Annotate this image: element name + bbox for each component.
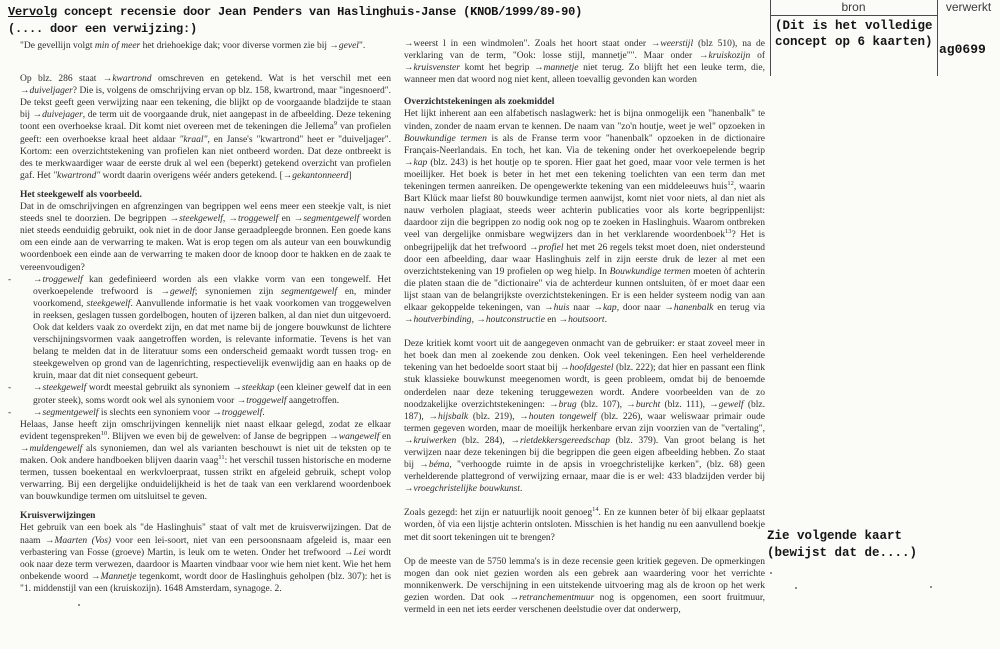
card-title-rest: concept recensie door Jean Penders van Haslinghuis-Janse (KNOB/1999/89-90) bbox=[57, 5, 583, 19]
bullet-dash: - bbox=[8, 383, 12, 394]
bullet-dash: - bbox=[8, 407, 12, 418]
table-header-verwerkt: verwerkt bbox=[945, 0, 992, 14]
right-para-5: Op de meeste van de 5750 lemma's is in deze recensie geen kritiek gegeven. De opmerkingen mogen dan ook niet gezien worden als een gebrek aan waardering voor het verrichte monnikenwerk. De verschijning in een uitstekende uitvoering mag als de kroon op het werk gezien worden. Dat ook →retranchementmuur nog is opgenomen, een soort fruitmuur, vermeld in een net iets eerder verschenen deelstudie over dat onderwerp, bbox=[404, 556, 765, 616]
right-para-4: Zoals gezegd: het zijn er natuurlijk nooit genoeg$^{14}$. En ze kunnen beter òf bij elkaar geplaatst worden, òf via een lijstje achterin ontsloten. Misschien is het handig nu een aanvullend boekje met dit soort tekeningen uit te brengen? bbox=[404, 506, 765, 543]
right-column bbox=[404, 38, 765, 616]
card-note-line1: (Dit is het volledige bbox=[775, 19, 933, 33]
left-para-4: Het gebruik van een boek als "de Haslinghuis" staat of valt met de kruisverwijzingen. Dat de naam →Maarten (Vos) voor een lei-soort, niet van een persoonsnaam afgeleid is, maar een verbastering van Fosse (groeve) Martin, is leuk om te weten. Onder het trefwoord →Lei wordt ook naar deze term verwezen, daardoor is Maarten vindbaar voor wie hem niet kent. Wie het hem onbekende woord →Mannetje tegenkomt, wordt door de Haslinghuis geholpen (blz. 307): het is "1. middenstijl van een (kruiskozijn). 1648 Amsterdam, synagoge. 2. bbox=[20, 523, 391, 594]
bullet-item-troggewelf bbox=[8, 274, 391, 383]
card-code: ag0699 bbox=[939, 42, 986, 57]
card-title-word: Vervolg bbox=[8, 5, 58, 19]
bullet-dash: - bbox=[8, 274, 12, 285]
bullet-text: →steekgewelf wordt meestal gebruikt als synoniem →steekkap (een kleiner gewelf dat in een groter steek), soms wordt ook wel als synoniem voor →troggewelf aangetroffen. bbox=[33, 383, 391, 406]
right-para-2: Het lijkt inherent aan een alfabetisch naslagwerk: het is bijna onmogelijk een "hanenbalk" te vinden, zonder de naam ervan te kennen. De naam van "zo'n houtje, weet je wel" opzoeken in Bouwkundige termen is als de Franse term voor "hanenbalk" opzoeken in de dictionaire Français-Neerlandais. En toch, het kan. Via de tekening onder het overkoepelende begrip →kap (blz. 243) is het houtje op te sporen. Hier gaat het goed, maar voor vele termen is het moeilijker. Het boek is beter in het met een tekening toelichten van een term dan met tekeningen termen aanreiken. De opengewerkte tekening van een middeleeuws huis$^{12}$, waarin Bart Klück maar liefst 80 bouwkundige termen aanwijst, komt niet voor niets, al dan niet als nauw verholen plagiaat, steeds weer achterin publicaties voor als korte begrippenlijst: daardoor zijn die begrippen zo nodig ook nog op te zoeken in Haslinghuis. Waarom ontbreken veel van dergelijke onmisbare wegwijzers dan in het verklarende woordenboek$^{13}$? Het is onbegrijpelijk dat het trefwoord →profiel het met 26 regels tekst moet doen, niet ondersteund door een afbeelding, daar waar Haslinghuis zelf in zijn eerste druk de lezer al met een overzichtstekening van 19 profielen op weg hielp. In Bouwkundige termen moeten òf achterin die platen staan die de "dictionaire" via de achterdeur kunnen ontsluiten, òf er moet daar een lijst staan van de belangrijkste overzichtstekeningen. Er is een helder systeem nodig van aan elkaar gekoppelde tekeningen, van →huis naar →kap, door naar →hanenbalk en terug via →houtverbinding, →houtconstructie en →houtsoort. bbox=[404, 109, 765, 326]
left-para-3: Helaas, Janse heeft zijn omschrijvingen kennelijk niet naast elkaar gelegd, zodat ze elkaar evident tegenspreken$^{10}$. Blijven we even bij de gewelven: of Janse de begrippen →wangewelf en →muldengewelf als synoniemen, dan wel als varianten beschouwt is niet uit de teksten op te maken. Ook andere handboeken blijven daarin vaag$^{11}$: het verschil tussen historische en moderne termen, tussen boekentaal en werkvloerpraat, tussen strikt en afgeleid gebruik, schept volop verwarring. Bij een dergelijke onduidelijkheid is het de taak van een verklarend woordenboek van bouwkundige termen om uitsluitsel te geven. bbox=[20, 419, 391, 503]
right-heading-overzichtstekeningen: Overzichtstekeningen als zoekmiddel bbox=[404, 97, 555, 108]
card-title bbox=[8, 4, 582, 38]
bullet-item-segmentgewelf bbox=[8, 407, 391, 419]
margin-note-line2: (bewijst dat de....) bbox=[767, 545, 918, 560]
card-title-line1 bbox=[8, 4, 582, 21]
scan-speck bbox=[795, 587, 797, 589]
bullet-text: →troggewelf kan gedefinieerd worden als een vlakke vorm van een tongewelf. Het overkoepelende trefwoord is →gewelf; synoniemen zijn segmentgewelf en, minder voorkomend, steekgewelf. Aanvullende informatie is het vaak voorkomen van troggewelven in reeksen, geslagen tussen gordelbogen, houten of ijzeren balken, al dan niet dun uitgevoerd. Ook dat kelders vaak zo overdekt zijn, en dat met name bij de jongere bouwkunst de lichtere verschijningsvormen vaak aangetroffen worden, is relevante informatie. Tevens is het van belang te melden dat in de literatuur soms een onderscheid gemaakt wordt tussen trog- en steekgewelven op grond van de lagenrichting, respectievelijk evenwijdig aan en haaks op de kruin, maar dat dit niet consequent gebeurt. bbox=[33, 274, 391, 382]
left-para-1: Op blz. 286 staat →kwartrond omschreven en getekend. Wat is het verschil met een →duiveljager? Die is, volgens de omschrijving ervan op blz. 158, kwartrond, maar "ingesnoerd". De tekst geeft geen verwijzing naar een tekening, die blijkt op de voorgaande bladzijde te staan bij →duivejager, de term uit de voorgaande druk, niet aangepast in de afbeelding. Deze tekening toont een overhoekse kraal. Dit komt niet overeen met de tekeningen die Jellema$^9$ van profielen geeft: een overhoekse kraal heet aldaar "kraal", en Janse's "kwartrond" heet er "duiveljager". Kortom: een overzichtstekening van profielen kan niet ontbeerd worden. Dat deze ontbreekt is des te merkwaardiger waar de eerste druk al wel een (beperkt) getekend overzicht van profielen gaf. Het "kwartrond" wordt daarin overigens wéér anders getekend. [→gekantonneerd] bbox=[20, 74, 392, 181]
left-heading-kruisverwijzingen: Kruisverwijzingen bbox=[20, 511, 96, 522]
left-heading-steekgewelf: Het steekgewelf als voorbeeld. bbox=[20, 189, 142, 200]
table-header-bron: bron bbox=[841, 0, 866, 14]
bullet-item-steekgewelf bbox=[8, 382, 391, 406]
margin-note bbox=[767, 528, 917, 561]
bullet-text: →segmentgewelf is slechts een synoniem voor →troggewelf. bbox=[33, 407, 265, 418]
card-note bbox=[775, 18, 933, 50]
right-para-3: Deze kritiek komt voort uit de aangegeven onmacht van de gebruiker: er staat zoveel meer in het boek dan men al zoekende zou denken. Ook veel tekeningen. Een heel verhelderende tekening van het bedoelde soort staat bij →hoofdgestel (blz. 222); dat hier en passant een flink stuk klassieke bouwkunst meegenomen wordt, is geen probleem, omdat bij de benoemde onderdelen naar deze tekening teruggewezen wordt. Andere voorbeelden van de zo noodzakelijke overzichtstekeningen: →brug (blz. 107), →burcht (blz. 111), →gewelf (blz. 187), →hijsbalk (blz. 219), →houten tongewelf (blz. 226), waar weliswaar primair oude termen gegeven worden, maar de moeilijk herkenbare ervan zijn voorzien van de "vertaling", →kruiwerken (blz. 284), →rietdekkersgereedschap (blz. 379). Van groot belang is het verwijzen naar deze tekeningen bij die begrippen die geen eigen afbeelding hebben. Zo staat bij →béma, "verhoogde ruimte in de apsis in vroegchristelijke kerken", (blz. 68) geen verhelderende plattegrond of verwijzing ernaar, maar die is er wel: 433 bladzijden verder bij →vroegchristelijke bouwkunst. bbox=[404, 339, 766, 495]
left-para-2: Dat in de omschrijvingen en afgrenzingen van begrippen wel eens meer een steekje valt, is niet steeds snel te doorzien. De begrippen →steekgewelf, →troggewelf en →segmentgewelf worden niet steeds eenduidig gebruikt, ook niet in de door Janse geraadpleegde bronnen. Een goede kans om een einde aan de verwarring te maken. Wat is erop tegen om als auteur van een bouwkundig woordenboek een einde aan de verwarring te maken door de knoop door te hakken en de zaak te vereenvoudigen? bbox=[20, 202, 391, 273]
table-header-underline bbox=[770, 15, 937, 16]
margin-note-line1: Zie volgende kaart bbox=[767, 529, 903, 543]
scan-speck bbox=[78, 604, 80, 606]
card-note-line2: concept op 6 kaarten) bbox=[775, 35, 933, 49]
scan-speck bbox=[770, 572, 772, 574]
left-column bbox=[8, 40, 392, 595]
right-para-1: →weerst l in een windmolen". Zoals het hoort staat onder →weerstijl (blz 510), na de verklaring van de term, "Ook: losse stijl, mannetje"". Maar onder →kruiskozijn of →kruisvenster komt het begrip →mannetje niet terug. Zo blijft het een leuke term, die, wanneer men dat woord nog niet kent, alleen toevallig gevonden kan worden bbox=[404, 39, 766, 86]
left-quote: "De gevellijn volgt min of meer het driehoekige dak; voor diverse vormen zie bij →gevel". bbox=[20, 41, 366, 51]
card-title-line2: (.... door een verwijzing:) bbox=[8, 22, 198, 36]
scan-speck bbox=[930, 586, 932, 588]
